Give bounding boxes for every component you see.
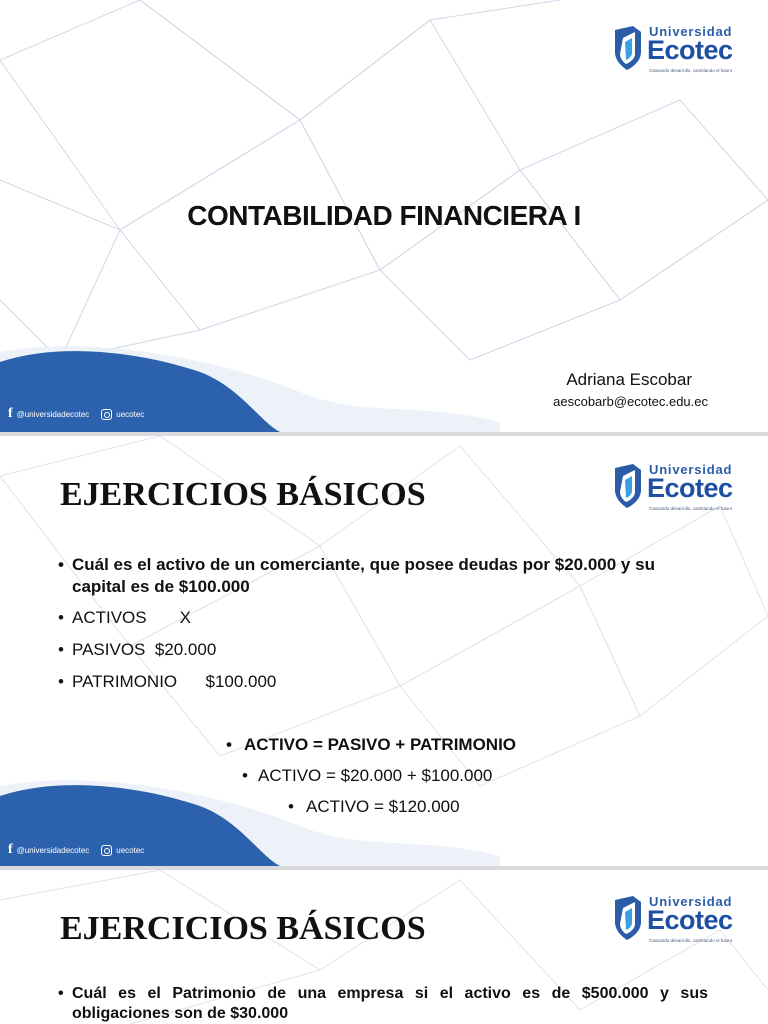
- social-bar: [8, 406, 144, 422]
- question-text: Cuál es el Patrimonio de una empresa si el activo es de $500.000 y sus obligaciones son de $30.000: [72, 985, 708, 1022]
- slide-heading: EJERCICIOS BÁSICOS: [60, 476, 426, 513]
- bullet-dot: •: [58, 640, 64, 659]
- shield-icon: [611, 464, 645, 508]
- bullet-dot: •: [58, 608, 64, 627]
- bullet-dot: •: [242, 766, 248, 785]
- list-item-text: ACTIVOS X: [72, 608, 192, 627]
- instagram-icon[interactable]: [101, 845, 112, 856]
- step-text: ACTIVO = $120.000: [306, 797, 460, 816]
- bullet-dot: •: [226, 735, 232, 754]
- author-name: Adriana Escobar: [566, 370, 692, 389]
- logo-ecotec: Ecotec: [647, 35, 733, 65]
- list-item: [58, 607, 191, 629]
- facebook-handle[interactable]: @universidadecotec: [16, 409, 90, 419]
- logo-universidad: Universidad: [649, 894, 733, 909]
- slide-2: [0, 436, 768, 866]
- logo-tagline: Cassando desarrollo, cambiando el futuro: [649, 938, 733, 943]
- bullet-dot: •: [58, 555, 64, 574]
- step-bullet: [288, 796, 460, 818]
- list-item-text: PASIVOS $20.000: [72, 640, 217, 659]
- shield-icon: [611, 26, 645, 70]
- ecotec-logo: [611, 462, 746, 514]
- instagram-handle[interactable]: uecotec: [116, 845, 145, 855]
- formula-text: ACTIVO = PASIVO + PATRIMONIO: [244, 735, 517, 754]
- formula-bullet: [226, 734, 516, 756]
- bullet-dot: •: [58, 672, 64, 691]
- slide-title: CONTABILIDAD FINANCIERA I: [187, 200, 581, 231]
- bullet-dot: •: [288, 797, 294, 816]
- question-bullet: [58, 554, 708, 598]
- author-email: aescobarb@ecotec.edu.ec: [553, 394, 708, 409]
- slide-1: [0, 0, 768, 432]
- logo-tagline: Cassando desarrollo, cambiando el futuro: [649, 506, 733, 511]
- list-item: [58, 671, 276, 693]
- list-item: [58, 639, 216, 661]
- question-text: Cuál es el activo de un comerciante, que posee deudas por $20.000 y su capital es de $100.000: [72, 555, 655, 596]
- facebook-icon[interactable]: f: [8, 406, 13, 421]
- question-bullet: [58, 984, 708, 1024]
- instagram-icon[interactable]: [101, 409, 112, 420]
- step-bullet: [242, 765, 492, 787]
- logo-universidad: Universidad: [649, 462, 733, 477]
- slide-3: [0, 870, 768, 1024]
- shield-icon: [611, 896, 645, 940]
- instagram-handle[interactable]: uecotec: [116, 409, 145, 419]
- list-item-text: PATRIMONIO $100.000: [72, 672, 277, 691]
- logo-universidad: Universidad: [649, 24, 733, 39]
- slide-heading: EJERCICIOS BÁSICOS: [60, 910, 426, 947]
- ecotec-logo: [611, 894, 746, 946]
- logo-ecotec: Ecotec: [647, 473, 733, 503]
- logo-tagline: Cassando desarrollo, cambiando el futuro: [649, 68, 733, 73]
- facebook-icon[interactable]: f: [8, 842, 13, 857]
- logo-ecotec: Ecotec: [647, 905, 733, 935]
- social-bar: [8, 842, 144, 858]
- ecotec-logo: [611, 24, 746, 76]
- facebook-handle[interactable]: @universidadecotec: [16, 845, 90, 855]
- bullet-dot: •: [58, 985, 64, 1002]
- step-text: ACTIVO = $20.000 + $100.000: [258, 766, 493, 785]
